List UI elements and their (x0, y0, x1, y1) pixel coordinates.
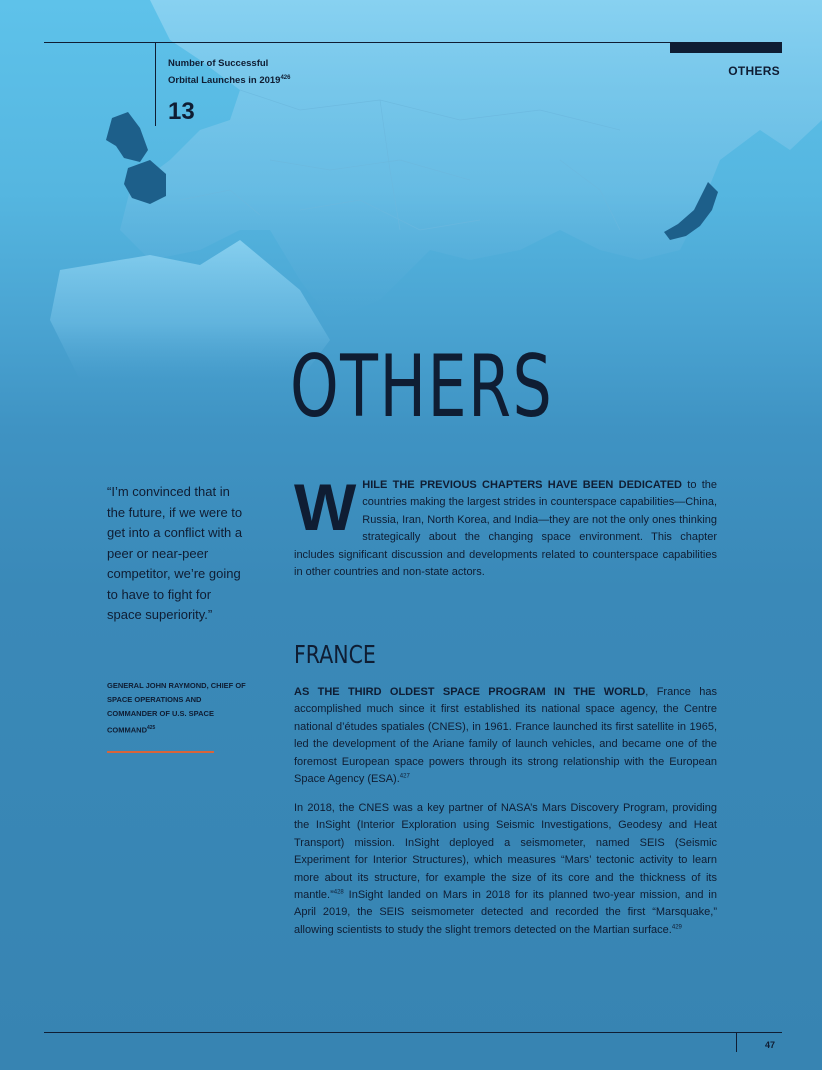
pull-quote: “I’m convinced that in the future, if we were to get into a conflict with a peer or near-peer competitor, we’re going to have to fight for space superiority.” (107, 484, 243, 622)
chapter-title: OTHERS (290, 337, 554, 437)
france-p2-text-a: In 2018, the CNES was a key partner of NASA’s Mars Discovery Program, providing the InSight (Interior Exploration using Seismic Investigations, Geodesy and Heat Transport) mission. InSight deployed a seismometer, named SEIS (Seismic Experiment for Interior Structures), which measures “Mars’ tectonic activity to learn more about its structure, for example the size of its core and the thickness of its mantle.” (294, 802, 717, 902)
launch-stat-value: 13 (168, 98, 195, 125)
intro-text: to the countries making the largest strides in counterspace capabilities—China, Russia, Iran, North Korea, and India—they are not the only ones thinking strategically about the changing space environment. This chapter includes significant discussion and developments related to counterspace capabilities in other countries and non-state actors. (294, 479, 718, 579)
bottom-rule (44, 1032, 782, 1033)
drop-cap: W (294, 470, 357, 544)
intro-paragraph (294, 470, 718, 581)
intro-lead: HILE THE PREVIOUS CHAPTERS HAVE BEEN DEDICATED (362, 479, 682, 491)
launch-stat-label-line1: Number of Successful (168, 58, 269, 69)
page-number: 47 (765, 1040, 776, 1050)
uk-highlight (106, 112, 148, 162)
world-map-illustration (0, 0, 822, 380)
africa-landmass (50, 240, 330, 380)
launch-stat-label-line2: Orbital Launches in 2019 (168, 75, 281, 87)
france-p2-endnote-a: 428 (333, 889, 344, 896)
bottom-divider (736, 1032, 737, 1052)
france-p1-endnote: 427 (399, 773, 410, 780)
section-tag: OTHERS (728, 64, 780, 78)
stat-divider (155, 42, 156, 126)
launch-stat-endnote: 426 (280, 75, 291, 81)
launch-stat-label (168, 56, 368, 88)
top-accent-bar (670, 42, 782, 53)
section-heading-france: FRANCE (294, 640, 376, 669)
france-p2-text-b: InSight landed on Mars in 2018 for its planned two-year mission, and in April 2019, the SEIS seismometer detected and recorded the first “Marsquake,” allowing scientists to study the slight tremors detected on the Martian surface. (294, 889, 717, 936)
attribution-text: GENERAL JOHN RAYMOND, CHIEF OF SPACE OPERATIONS AND COMMANDER OF U.S. SPACE COMMAND (107, 681, 246, 735)
france-p2-endnote-b: 429 (671, 924, 682, 931)
attribution-endnote: 425 (147, 725, 156, 731)
france-p1-lead: AS THE THIRD OLDEST SPACE PROGRAM IN THE WORLD (294, 686, 646, 698)
france-paragraph-2 (294, 800, 717, 939)
pull-quote-attribution (107, 679, 247, 738)
quote-underline (107, 751, 214, 753)
france-paragraph-1 (294, 684, 717, 788)
france-p1-text: , France has accomplished much since it first established its national space agency, the Centre national d’études spatiales (CNES), in 1961. France launched its first satellite in 1965, led the development of the Ariane family of launch vehicles, and became one of the foremost European space powers through its strong relationship with the European Space Agency (ESA). (294, 686, 718, 786)
